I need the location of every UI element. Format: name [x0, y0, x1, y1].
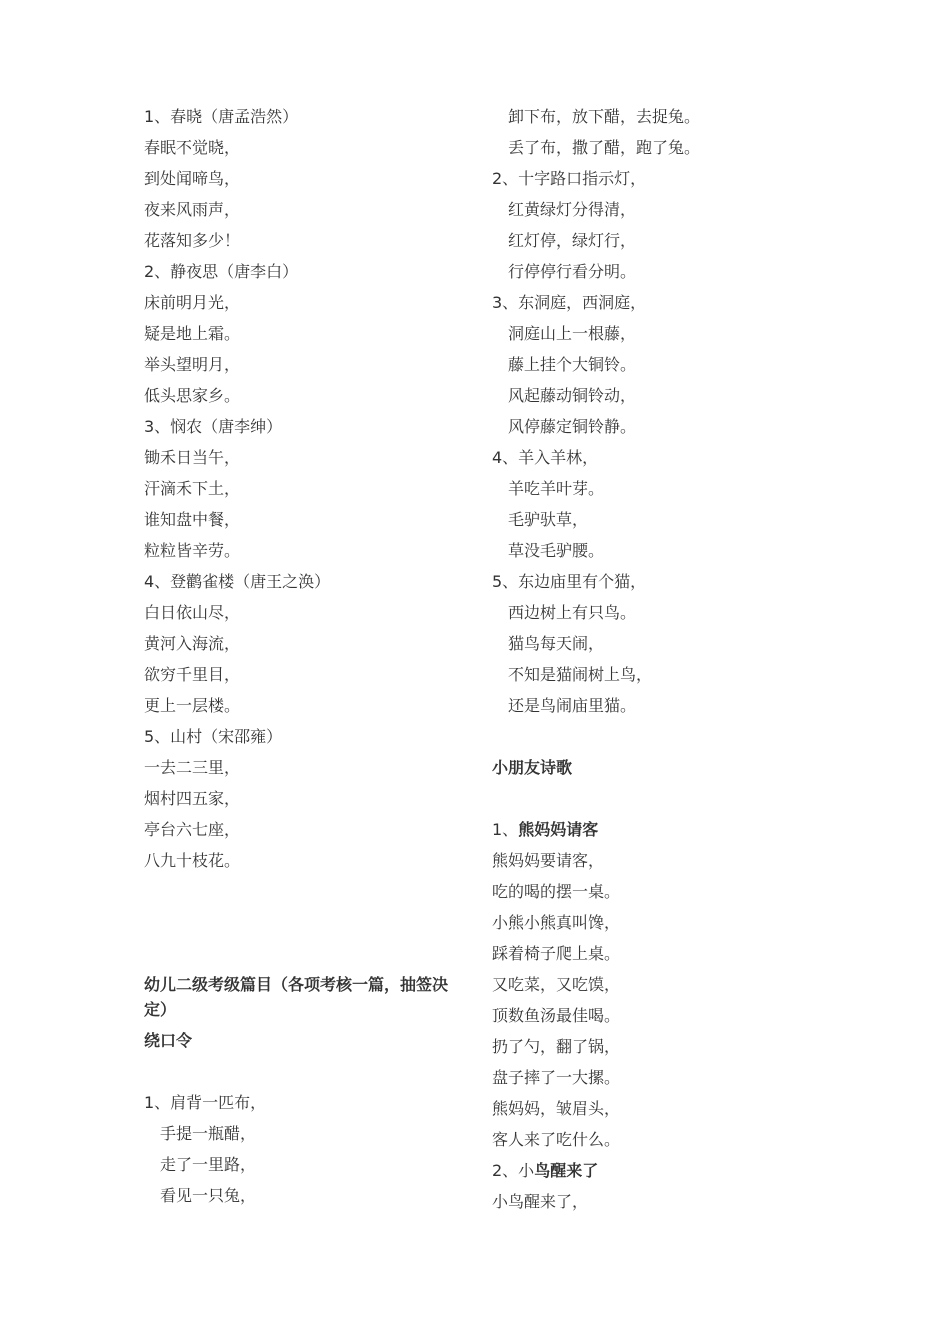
- twister-line: 不知是猫闹树上鸟，: [508, 665, 653, 684]
- poem-title: [492, 814, 812, 845]
- twister-line: 红灯停，绿灯行，: [508, 231, 637, 250]
- poem-line: 又吃菜，又吃馍，: [492, 975, 621, 994]
- twister-line: 丢了布，撒了醋，跑了兔。: [508, 138, 701, 157]
- poem-line: 锄禾日当午，: [144, 448, 241, 467]
- poem-line: 到处闻啼鸟，: [144, 169, 241, 188]
- poem-line: 低头思家乡。: [144, 386, 241, 405]
- poem-line: 亭台六七座，: [144, 820, 241, 839]
- poem-line: 盘子摔了一大摞。: [492, 1068, 621, 1087]
- right-column: [492, 101, 812, 1217]
- twister-line: 走了一里路，: [160, 1155, 257, 1174]
- poem-line: 八九十枝花。: [144, 851, 241, 870]
- twister-line: 羊吃羊叶芽。: [508, 479, 605, 498]
- poem-title: 1、春晓（唐孟浩然）: [144, 107, 299, 126]
- spacer: [492, 783, 812, 814]
- twister-line: 行停停行看分明。: [508, 262, 637, 281]
- poem-line: 疑是地上霜。: [144, 324, 241, 343]
- poem-line: 欲穷千里目，: [144, 665, 241, 684]
- poem-line: 床前明月光，: [144, 293, 241, 312]
- poem-title: 5、山村（宋邵雍）: [144, 727, 283, 746]
- poem-line: 谁知盘中餐，: [144, 510, 241, 529]
- poem-line: 扔了勺，翻了锅，: [492, 1037, 621, 1056]
- twister-line: 猫鸟每天闹，: [508, 634, 605, 653]
- poem-line: 汗滴禾下土，: [144, 479, 241, 498]
- level-heading: 幼儿二级考级篇目（各项考核一篇，抽签决定）: [144, 975, 449, 1019]
- spacer: [492, 721, 812, 752]
- twister-line: 手提一瓶醋，: [160, 1124, 257, 1143]
- twister-line: 毛驴驮草，: [508, 510, 589, 529]
- twister-line: 藤上挂个大铜铃。: [508, 355, 637, 374]
- poem-line: 烟村四五家，: [144, 789, 241, 808]
- twister-title: 4、羊入羊林，: [492, 448, 599, 467]
- poem-line: 更上一层楼。: [144, 696, 241, 715]
- twister-line: 红黄绿灯分得清，: [508, 200, 637, 219]
- twister-line: 西边树上有只鸟。: [508, 603, 637, 622]
- poem-title: 2、静夜思（唐李白）: [144, 262, 299, 281]
- poem-title-text: 熊妈妈请客: [518, 820, 599, 839]
- poem-line: 熊妈妈要请客，: [492, 851, 605, 870]
- poem-line: 黄河入海流，: [144, 634, 241, 653]
- poem-line: 白日依山尽，: [144, 603, 241, 622]
- poem-title-text: 鸟醒来了: [534, 1161, 599, 1180]
- twister-title: 3、东洞庭，西洞庭，: [492, 293, 647, 312]
- poem-number: 2、小: [492, 1161, 535, 1180]
- twister-line: 卸下布，放下醋，去捉兔。: [508, 107, 701, 126]
- poem-line: 熊妈妈，皱眉头，: [492, 1099, 621, 1118]
- twister-line: 风起藤动铜铃动，: [508, 386, 637, 405]
- twister-title: 2、十字路口指示灯，: [492, 169, 647, 188]
- poem-line: 顶数鱼汤最佳喝。: [492, 1006, 621, 1025]
- twister-line: 看见一只兔，: [160, 1186, 257, 1205]
- twister-line: 草没毛驴腰。: [508, 541, 605, 560]
- poem-line: 花落知多少！: [144, 231, 241, 250]
- poem-line: 踩着椅子爬上桌。: [492, 944, 621, 963]
- spacer: [144, 1056, 464, 1087]
- tongue-twister-heading: 绕口令: [144, 1031, 193, 1050]
- poem-title: 4、登鹳雀楼（唐王之涣）: [144, 572, 331, 591]
- twister-line: 风停藤定铜铃静。: [508, 417, 637, 436]
- twister-title: 5、东边庙里有个猫，: [492, 572, 647, 591]
- poem-line: 吃的喝的摆一桌。: [492, 882, 621, 901]
- kids-poems-heading: 小朋友诗歌: [492, 758, 573, 777]
- poem-line: 小熊小熊真叫馋，: [492, 913, 621, 932]
- poem-line: 春眠不觉晓，: [144, 138, 241, 157]
- poem-title: 3、悯农（唐李绅）: [144, 417, 283, 436]
- poem-line: 客人来了吃什么。: [492, 1130, 621, 1149]
- poem-line: 小鸟醒来了，: [492, 1192, 589, 1211]
- twister-line: 洞庭山上一根藤，: [508, 324, 637, 343]
- twister-title: 1、肩背一匹布，: [144, 1093, 267, 1112]
- spacer: [144, 876, 464, 969]
- poem-line: 一去二三里，: [144, 758, 241, 777]
- poem-number: 1、: [492, 820, 519, 839]
- poem-line: 粒粒皆辛劳。: [144, 541, 241, 560]
- poem-line: 夜来风雨声，: [144, 200, 241, 219]
- left-column: [144, 101, 464, 1211]
- poem-title: [492, 1155, 812, 1186]
- twister-line: 还是鸟闹庙里猫。: [508, 696, 637, 715]
- poem-line: 举头望明月，: [144, 355, 241, 374]
